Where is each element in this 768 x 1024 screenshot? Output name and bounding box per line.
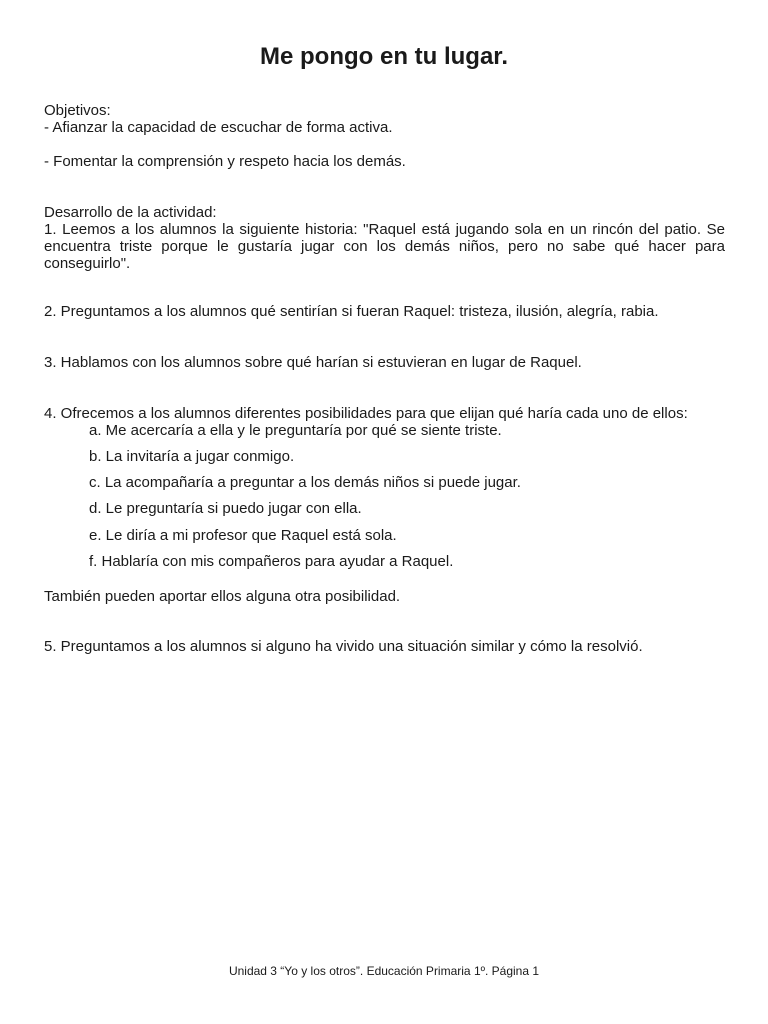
step-2: 2. Preguntamos a los alumnos qué sentirían si fueran Raquel: tristeza, ilusión, alegría, rabia.	[44, 303, 659, 320]
option-c: c. La acompañaría a preguntar a los demás niños si puede jugar.	[89, 474, 521, 491]
objectives-section	[44, 102, 725, 136]
objective-item: - Afianzar la capacidad de escuchar de forma activa.	[44, 119, 393, 136]
step-4-block	[44, 405, 725, 422]
also-note-block	[44, 588, 725, 605]
step-5: 5. Preguntamos a los alumnos si alguno ha vivido una situación similar y cómo la resolvió.	[44, 638, 643, 655]
objective-item: - Fomentar la comprensión y respeto hacia los demás.	[44, 153, 406, 170]
step-2-block	[44, 303, 725, 320]
step-5-block	[44, 638, 725, 655]
objective-item-2-block	[44, 153, 725, 170]
step-4: 4. Ofrecemos a los alumnos diferentes posibilidades para que elijan qué haría cada uno de ellos:	[44, 405, 688, 422]
page-footer: Unidad 3 “Yo y los otros”. Educación Primaria 1º. Página 1	[228, 964, 540, 978]
development-section	[44, 204, 725, 272]
also-note: También pueden aportar ellos alguna otra posibilidad.	[44, 588, 401, 605]
option-a: a. Me acercaría a ella y le preguntaría por qué se siente triste.	[89, 422, 502, 439]
option-b: b. La invitaría a jugar conmigo.	[89, 448, 295, 465]
development-heading: Desarrollo de la actividad:	[44, 204, 217, 221]
step-3: 3. Hablamos con los alumnos sobre qué harían si estuvieran en lugar de Raquel.	[44, 354, 582, 371]
objectives-heading: Objetivos:	[44, 102, 111, 119]
step-3-block	[44, 354, 725, 371]
option-d: d. Le preguntaría si puedo jugar con ella.	[89, 500, 362, 517]
option-f: f. Hablaría con mis compañeros para ayudar a Raquel.	[89, 553, 454, 570]
option-e: e. Le diría a mi profesor que Raquel está sola.	[89, 527, 397, 544]
step-1: 1. Leemos a los alumnos la siguiente historia: "Raquel está jugando sola en un rincón del patio. Se encuentra triste porque le gustaría jugar con los demás niños, pero no sabe qué hacer para conseguirlo".	[44, 221, 725, 272]
page-title: Me pongo en tu lugar.	[260, 43, 508, 70]
